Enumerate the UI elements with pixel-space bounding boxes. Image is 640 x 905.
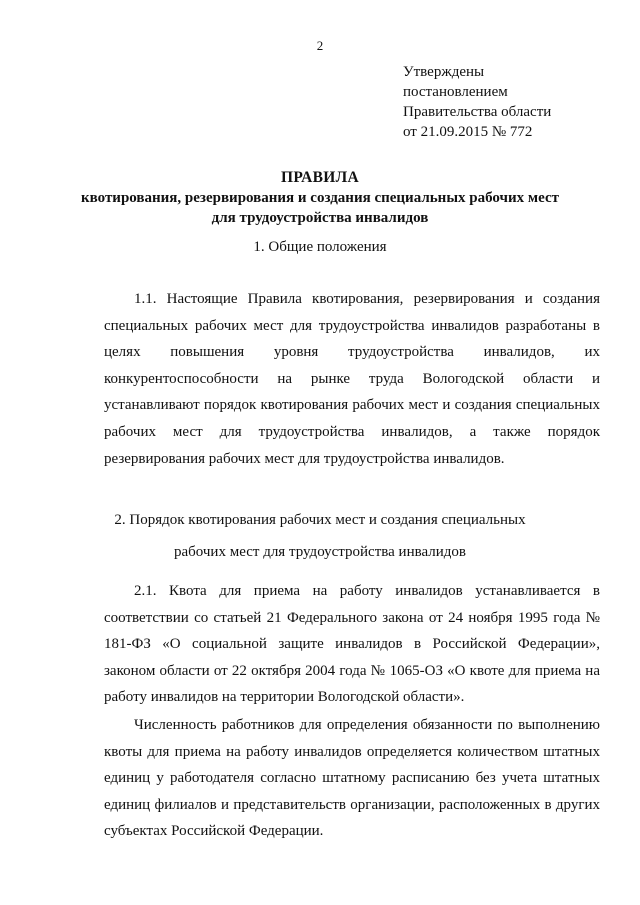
section-heading [0, 504, 640, 568]
paragraph: Численность работников для определения обязанности по выполнению квоты для приема на работу инвалидов определяется количеством штатных единиц у работодателя согласно штатному расписанию без учета штатных единиц филиалов и представительств организации, расположенных в других субъектах Российской Федерации. [104, 717, 600, 840]
approval-date-number: от 21.09.2015 № 772 [403, 124, 533, 140]
section-heading: 1. Общие положения [253, 239, 387, 255]
section-heading-line: 2. Порядок квотирования рабочих мест и создания специальных [114, 512, 526, 528]
page-number: 2 [316, 38, 324, 53]
approval-line: Утверждены [403, 64, 485, 80]
approval-line: Правительства области [403, 104, 552, 120]
paragraph: 2.1. Квота для приема на работу инвалидов устанавливается в соответствии со статьей 21 Федерального закона от 24 ноября 1995 года № 181-ФЗ «О социальной защите инвалидов в Российской Федерации», законом области от 22 октября 2004 года № 1065-ОЗ «О квоте для приема на работу инвалидов на территории Вологодской области». [104, 583, 600, 706]
document-title [0, 168, 640, 228]
approval-stamp [403, 62, 551, 142]
approval-line: постановлением [403, 84, 508, 100]
section-heading-line: рабочих мест для трудоустройства инвалидов [173, 544, 467, 560]
title-subtitle: квотирования, резервирования и создания специальных рабочих мест [81, 190, 559, 206]
title-subtitle: для трудоустройства инвалидов [211, 210, 429, 226]
title-main: ПРАВИЛА [281, 169, 359, 186]
paragraph: 1.1. Настоящие Правила квотирования, резервирования и создания специальных рабочих мест для трудоустройства инвалидов разработаны в целях повышения уровня трудоустройства инвалидов, их конкурентоспособности на рынке труда Вологодской области и устанавливают порядок квотирования рабочих мест и создания специальных рабочих мест для трудоустройства инвалидов, а также порядок резервирования рабочих мест для трудоустройства инвалидов. [104, 291, 600, 467]
